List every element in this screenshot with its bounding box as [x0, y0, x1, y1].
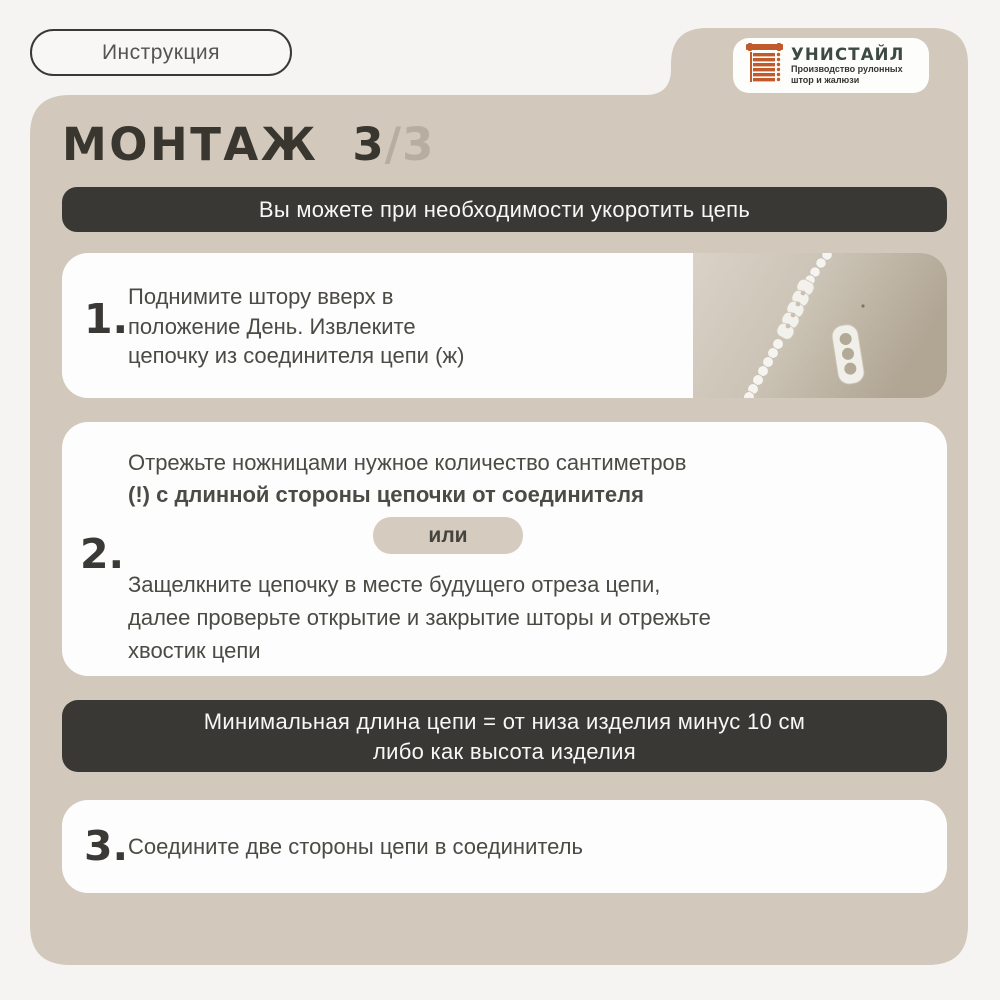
banner-shorten-chain-text: Вы можете при необходимости укоротить цепь	[258, 197, 751, 222]
step-card-2	[62, 422, 947, 676]
or-divider: или	[373, 517, 523, 554]
step-2-text-snap: Защелкните цепочку в месте будущего отреза цепи, далее проверьте открытие и закрытие шторы и отрежьте хвостик цепи	[128, 572, 711, 663]
page-title-text: МОНТАЖ	[62, 118, 319, 171]
instruction-button-label: Инструкция	[101, 40, 221, 64]
step-3-text: Соедините две стороны цепи в соединитель	[128, 833, 583, 859]
logo-tagline-line1: Производство рулонных	[791, 64, 903, 74]
banner-min-chain-length	[62, 700, 947, 772]
step-2-text-cut: Отрежьте ножницами нужное количество сантиметров (!) с длинной стороны цепочки от соединителя	[128, 450, 687, 507]
instruction-button[interactable]	[30, 29, 292, 76]
step-1-text: Поднимите штору вверх в положение День. Извлеките цепочку из соединителя цепи (ж)	[128, 284, 465, 368]
logo-text	[791, 46, 905, 85]
logo-tagline-line2: штор и жалюзи	[791, 74, 860, 85]
step-card-3	[62, 800, 947, 893]
chain-photo	[693, 253, 947, 398]
banner-shorten-chain	[62, 187, 947, 232]
page-indicator	[352, 118, 434, 171]
banner-min-length-line2: либо как высота изделия	[372, 739, 636, 764]
step-card-1	[62, 253, 947, 398]
step-1-number: 1.	[84, 295, 129, 343]
blinds-icon	[746, 43, 783, 88]
chain-photo-illustration	[693, 253, 947, 398]
step-3-number: 3.	[84, 822, 129, 870]
page-indicator-current: 3	[352, 118, 385, 171]
logo	[733, 38, 929, 93]
logo-name: УНИСТАЙЛ	[791, 45, 905, 64]
step-2-number: 2.	[80, 530, 125, 578]
page-title	[62, 118, 434, 171]
page-indicator-total: /3	[384, 118, 435, 171]
banner-min-length-line1: Минимальная длина цепи = от низа изделия минус 10 см	[203, 709, 806, 734]
